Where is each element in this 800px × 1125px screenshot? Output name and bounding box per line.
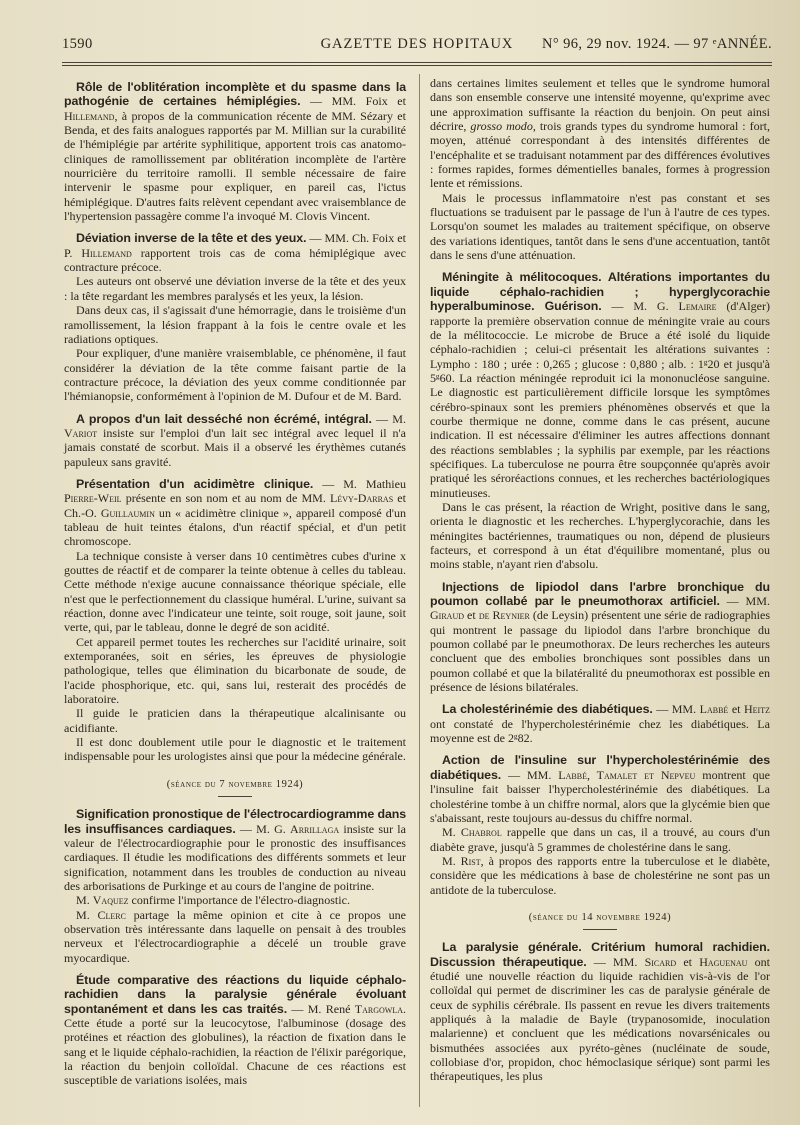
paragraph: M. Rist, à propos des rapports entre la tuberculose et le diabète, considère que les médications à base de cholestérine ne sont pas un antidote de la tuberculose. [430,853,770,897]
article-title: Méningite à mélitocoques. Altérations importantes du liquide céphalo-rachidien ; hyperglycorachie hyperalbuminose. Guérison. [430,270,770,314]
article-meningite: Méningite à mélitocoques. Altérations importantes du liquide céphalo-rachidien ; hyperglycorachie hyperalbuminose. Guérison. — M. G. Lemaire (d'Alger) rapporte la première observation connue de méningite vraie au cours de la mélitococcie. Le microbe de Bruce a été isolé du liquide céphalo-rachidien ; celui-ci présentait les altérations suivantes : Lympho : 180 ; urée : 0,265 ; glucose : 0,880 ; alb. : 1ᵍ20 et jusqu'à 5ᵍ60. La réaction méningée reproduit ici la mononucléose sanguine. Le diagnostic est particulièrement difficile lorsque les symptômes cérébro-spinaux sont les premiers phénomènes observés et que la courbe thermique ne donne, comme dans le cas présent, aucune indication. Il est nécessaire d'éliminer les autres affections donnant des réactions semblables ; la syphilis par exemple, par les réactions spécifiques. La tuberculose ne pourra être soupçonnée qu'après avoir pratiqué les séroréactions connues, et les recherches bactériologiques minutieuses. [430,270,770,500]
issue-info: N° 96, 29 nov. 1924. — 97 ᵉANNÉE. [542,36,772,52]
paragraph: M. Chabrol rappelle que dans un cas, il a trouvé, au cours d'un diabète grave, jusqu'à 5 grammes de cholestérine dans le sang. [430,825,770,854]
article-title: La cholestérinémie des diabétiques. [442,702,653,717]
author-name: Labbé [699,702,729,717]
article-title: Signification pronostique de l'électrocardiogramme dans les insuffisances cardiaques. [64,807,406,836]
running-header [62,36,772,58]
article-body: , à propos de la communication récente de MM. Sézary et Benda, et des faits analogues rapportés par M. Millian sur la curabilité de l'hémiplégie par artérite syphilitique, apportent trois cas anatomo-cliniques de ramollissement par oblitération incomplète de l'artère nourricière du territoire ramolli. Il semble nécessaire de faire intervenir le spasme pour expliquer, en pareil cas, l'ictus hémiplégique. D'autres faits relèvent cependant avec vraisemblance de l'hypertension passagère comme l'a invoqué M. Clovis Vincent. [64,108,406,224]
author-name: Hillemand [64,108,115,123]
page-number: 1590 [62,36,93,52]
author-name: Pierre-Weil [64,491,122,506]
article-body: insiste sur l'emploi d'un lait sec intégral avec lequel il n'a jamais constaté de scorbut. Mais il a observé les érythèmes cutanés papuleux sans gravité. [64,425,406,469]
article-obliteration: Rôle de l'oblitération incomplète et du spasme dans la pathogénie de certaines hémiplégies. — MM. Foix et Hillemand, à propos de la communication récente de MM. Sézary et Benda, et des faits analogues rapportés par M. Millian sur la curabilité de l'hémiplégie par artérite syphilitique, apportent trois cas anatomo-cliniques de ramollissement par oblitération incomplète de l'artère nourricière du territoire ramolli. Il semble nécessaire de faire intervenir le spasme pour expliquer, en pareil cas, l'ictus hémiplégique. D'autres faits relèvent cependant avec vraisemblance de l'hypertension passagère comme l'a invoqué M. Clovis Vincent. [64,80,406,224]
article-body: un « acidimètre clinique », appareil composé d'un tableau de huit teintes étalons, d'un réactif spécial, et d'un petit chromoscope. [64,505,406,549]
author-name: Guillaumin [100,505,155,520]
paragraph: M. Clerc partage la même opinion et cite à ce propos une observation très intéressante dans laquelle on pensait à des troubles nerveux et l'électrocardiographie a décelé un trouble grave myocardique. [64,907,406,965]
article-lipiodol: Injections de lipiodol dans l'arbre bronchique du poumon collabé par le pneumothorax artificiel. — MM. Giraud et de Reynier (de Leysin) présentent une série de radiographies qui montrent le passage du lipiodol dans l'arbre bronchique du poumon collabé par le pneumothorax. De leurs recherches les auteurs concluent que des embolies bronchiques sont possibles dans un poumon collabé et que la bilatéralité du pneumothorax est possible en présence de lésions bilatérales. [430,579,771,695]
author-name: Rist [460,853,481,868]
session-heading: (séance du 7 novembre 1924) [166,778,304,790]
author-name: Sicard [644,954,677,969]
article-body: . Cette étude a porté sur la leucocytose, l'albuminose (dosage des protéines et réaction des globulines), la réaction de fixation dans le sang et le liquide céphalo-rachidien, la réaction de l'élixir parégorique, la réaction du benjoin colloïdal. Chacune de ces réactions est susceptible de variations isolées, mais [64,1001,406,1088]
article-title: Injections de lipiodol dans l'arbre bronchique du poumon collabé par le pneumothorax artificiel. [430,579,770,609]
article-etude-comparative: Étude comparative des réactions du liquide céphalo-rachidien dans la paralysie générale évoluant spontanément et dans les cas traités. — M. René Targowla. Cette étude a porté sur la leucocytose, l'albuminose (dosage des protéines et réaction des globulines), la réaction de fixation dans le sang et le liquide céphalo-rachidien, la réaction de l'élixir parégorique, la réaction du benjoin colloïdal. Chacune de ces réactions est susceptible de variations isolées, mais [64,972,406,1088]
article-body: montrent que l'insuline fait baisser l'hypercholestérinémie des diabétiques. La cholestérine tombe à un chiffre normal, alors que la glycémie bien que s'abaissant, reste toujours au-dessus du chiffre normal. [430,767,770,825]
article-body: insiste sur la valeur de l'électrocardiographie pour le pronostic des insuffisances cardiaques. Il étudie les modifications des différents sommets et leur signification, notamment dans les troubles de conduction au niveau des arborisations de Purkinge et au cours de l'angine de poitrine. [64,821,406,893]
article-cholesterinemie: La cholestérinémie des diabétiques. — MM. Labbé et Heitz ont constaté de l'hypercholestérinémie chez les diabétiques. La moyenne est de 2ᵍ82. [430,702,770,746]
paragraph: Il guide le praticien dans la thérapeutique alcalinisante ou acidifiante. [64,706,406,735]
article-lait: A propos d'un lait desséché non écrémé, intégral. — M. Variot insiste sur l'emploi d'un lait sec intégral avec lequel il n'a jamais constaté de scorbut. Mais il a observé les érythèmes cutanés papuleux sans gravité. [64,411,406,469]
article-title: A propos d'un lait desséché non écrémé, intégral. [76,411,372,426]
author-name: Haguenau [699,954,748,969]
author-name: Lemaire [678,299,717,314]
paragraph: dans certaines limites seulement et telles que le syndrome humoral dans son ensemble conserve une intensité moyenne, qu'exprime avec une approximation suffisante la réaction du benjoin. On peut ainsi décrire, grosso modo, trois grands types du syndrome humoral : fort, moyen, atténué correspondant à des intensités différentes de l'encéphalite et se traduisant notamment par des différences évolutives : formes rapides, formes démentielles banales, formes à progression lente et rémissions. [430,76,770,191]
article-electrocardiogramme: Signification pronostique de l'électrocardiogramme dans les insuffisances cardiaques. — M. G. Arrillaga insiste sur la valeur de l'électrocardiographie pour le pronostic des insuffisances cardiaques. Il étudie les modifications des différents sommets et leur signification, notamment dans les troubles de conduction au niveau des arborisations de Purkinge et au cours de l'angine de poitrine. [64,807,406,893]
header-rule-double [62,65,772,66]
right-column [430,76,770,1084]
paragraph: Mais le processus inflammatoire n'est pas constant et ses fluctuations se traduisent par le passage de l'un à l'autre de ces types. Lorsqu'on soumet les malades au traitement spécifique, on observe des variations identiques, tantôt dans le sens d'une accentuation, tantôt dans le sens d'une atténuation. [430,190,770,263]
paragraph: Cet appareil permet toutes les recherches sur l'acidité urinaire, soit extemporanées, soit en séries, les épreuves de physiologie pathologique, telles que élimination du bicarbonate de soude, de l'acide phosphorique, etc. qui, sans lui, resterait des procédés de laboratoire. [64,634,406,707]
author-name: Heitz [744,702,770,717]
author-name: de Reynier [478,608,530,623]
author-name: Chabrol [460,825,502,840]
article-body: ont constaté de l'hypercholestérinémie chez les diabétiques. La moyenne est de 2ᵍ82. [430,716,770,746]
author-name: Hillemand [81,245,132,260]
article-paralysie-generale: La paralysie générale. Critérium humoral rachidien. Discussion thérapeutique. — MM. Sicard et Haguenau ont étudié une nouvelle réaction du liquide rachidien vis-à-vis de l'or colloïdal qui permet de discriminer les cas de paralysie générale de ceux de syphilis cérébrale. Ils passent en revue les divers traitements appliqués à la maladie de Bayle (trypanosomide, inoculation malarienne) et concluent que les médications novarsénicales ou bismuthées associées aux pyréto-gènes (nucléinate de soude, collobiase d'or, propidon, choc hémoclasique sérique) sont parmi les thérapeutiques, les plus [430,940,770,1084]
session-heading: (séance du 14 novembre 1924) [528,911,672,923]
paragraph: Les auteurs ont observé une déviation inverse de la tête et des yeux : la tête regardant les membres paralysés et les yeux, la lésion. [64,274,406,303]
author-name: Lévy-Darras [330,491,394,506]
section-dash [218,796,252,797]
article-title: Rôle de l'oblitération incomplète et du spasme dans la pathogénie de certaines hémiplégies. [64,80,406,109]
article-body: ont étudié une nouvelle réaction du liquide rachidien vis-à-vis de l'or colloïdal qui permet de discriminer les cas de paralysie générale de ceux de syphilis cérébrale. Ils passent en revue les divers traitements appliqués à la maladie de Bayle (trypanosomide, inoculation malarienne) et concluent que les médications novarsénicales ou bismuthées associées aux pyréto-gènes (nucléinate de soude, collobiase d'or, propidon, choc hémoclasique sérique) sont parmi les thérapeutiques, les plus [430,954,770,1084]
header-rule [62,62,772,63]
paragraph: Dans le cas présent, la réaction de Wright, positive dans le sang, orienta le diagnostic et les recherches. L'hyperglycorachie, dans les méningites bactériennes, traumatiques ou non, dépend de plusieurs facteurs, et correspond à un état d'équilibre momentané, plus ou moins stable, n'ayant rien d'absolu. [430,499,770,572]
article-acidimetre: Présentation d'un acidimètre clinique. — M. Mathieu Pierre-Weil présente en son nom et au nom de MM. Lévy-Darras et Ch.-O. Guillaumin un « acidimètre clinique », appareil composé d'un tableau de huit teintes étalons, d'un réactif spécial, et d'un petit chromoscope. [64,476,406,549]
article-title: Déviation inverse de la tête et des yeux. [76,231,307,246]
paragraph: Dans deux cas, il s'agissait d'une hémorragie, dans le troisième d'un ramollissement, la lésion frappant à la fois le centre ovale et les radiations optiques. [64,303,406,346]
article-title: Action de l'insuline sur l'hypercholestérinémie des diabétiques. [430,753,770,782]
article-deviation: Déviation inverse de la tête et des yeux. — MM. Ch. Foix et P. Hillemand rapportent trois cas de coma hémiplégique avec contracture précoce. [64,231,407,275]
article-body: (de Leysin) présentent une série de radiographies qui montrent le passage du lipiodol dans l'arbre bronchique du poumon collabé par le pneumothorax. De leurs recherches les auteurs concluent que des embolies bronchiques sont possibles dans un poumon collabé et que la bilatéralité du pneumothorax est possible en présence de lésions bilatérales. [430,608,771,695]
author-name: Variot [64,425,98,440]
article-body: rapportent trois cas de coma hémiplégique avec contracture précoce. [64,245,407,275]
column-divider [419,74,420,1107]
paragraph: M. Vaquez confirme l'importance de l'électro-diagnostic. [76,893,350,908]
left-column [64,76,406,1088]
article-body: (d'Alger) rapporte la première observation connue de méningite vraie au cours de la mélitococcie. Le microbe de Bruce a été isolé du liquide céphalo-rachidien ; celui-ci présentait les altérations suivantes : Lympho : 180 ; urée : 0,265 ; glucose : 0,880 ; alb. : 1ᵍ20 et jusqu'à 5ᵍ60. La réaction méningée reproduit ici la mononucléose sanguine. Le diagnostic est particulièrement difficile lorsque les symptômes cérébro-spinaux sont les premiers phénomènes observés et que la courbe thermique ne donne, comme dans le cas présent, aucune indication. Il est nécessaire d'éliminer les autres affections donnant des réactions semblables ; la syphilis par exemple, par les réactions spécifiques. La tuberculose ne pourra être soupçonnée qu'après avoir pratiqué les séroréactions connues, et les recherches bactériologiques minutieuses. [430,299,770,500]
author-name: Arrillaga [290,821,340,836]
paragraph: Il est donc doublement utile pour le diagnostic et le traitement indispensable pour les urologistes ainsi que pour la médecine générale. [64,735,406,764]
author-name: Targowla [354,1001,403,1016]
paragraph: La technique consiste à verser dans 10 centimètres cubes d'urine x gouttes de réactif et de comparer la teinte obtenue à celles du tableau. Cette méthode n'exige aucune connaissance théorique spéciale, elle n'est que le perfectionnement du classique huméral. L'urine, suivant sa réaction, donne avec l'indicateur une teinte, soit rouge, soit jaune, soit verte, qui, par le tableau, donne le degré de son acidité. [64,548,406,635]
author-name: Clerc [97,907,126,922]
author-name: Giraud [430,608,464,623]
article-title: La paralysie générale. Critérium humoral rachidien. Discussion thérapeutique. [430,940,770,969]
section-dash [583,929,617,930]
article-title: Étude comparative des réactions du liquide céphalo-rachidien dans la paralysie générale évoluant spontanément et dans les cas traités. [64,972,406,1016]
paragraph: Pour expliquer, d'une manière vraisemblable, ce phénomène, il faut considérer la déviation de la tête comme faisant partie de la contracture précoce, la déviation des yeux comme conditionnée par l'hémianopsie, conformément à l'opinion de M. Dufour et de M. Bard. [64,346,406,404]
article-title: Présentation d'un acidimètre clinique. [76,476,314,491]
author-name: Labbé, Tamalet et Nepveu [558,767,696,782]
article-insuline: Action de l'insuline sur l'hypercholestérinémie des diabétiques. — MM. Labbé, Tamalet et Nepveu montrent que l'insuline fait baisser l'hypercholestérinémie des diabétiques. La cholestérine tombe à un chiffre normal, alors que la glycémie bien que s'abaissant, reste toujours au-dessus du chiffre normal. [430,753,770,825]
author-name: Vaquez [92,893,129,908]
journal-title: GAZETTE DES HOPITAUX [320,36,514,52]
